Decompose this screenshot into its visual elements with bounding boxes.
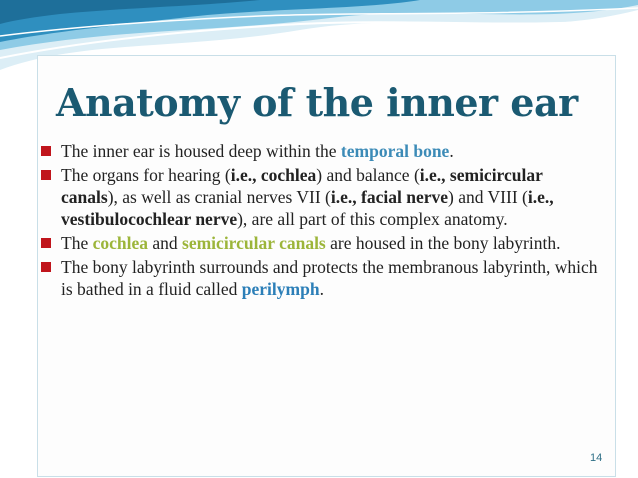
bullet-text-run: .	[319, 279, 324, 299]
bullet-text-run: The organs for hearing (	[61, 165, 231, 185]
bullet-text-run: .	[449, 141, 454, 161]
bullet-square-icon	[41, 146, 51, 156]
bullet-text-run: The inner ear is housed deep within the	[61, 141, 341, 161]
bullet-item	[40, 256, 600, 300]
bullet-item	[40, 164, 600, 230]
slide-title: Anatomy of the inner ear	[56, 80, 578, 125]
bullet-text-run: i.e., cochlea	[230, 165, 317, 185]
bullet-text-run: and	[148, 233, 183, 253]
bullet-text-run: perilymph	[241, 279, 320, 299]
bullet-square-icon	[41, 238, 51, 248]
bullet-text-run: ) and VIII (	[448, 187, 528, 207]
bullet-text-run: i.e., semicircular canals	[61, 165, 543, 207]
bullet-list	[40, 140, 600, 302]
bullet-text-run: ), as well as cranial nerves VII (	[107, 187, 331, 207]
bullet-text-run: ) and balance (	[316, 165, 420, 185]
bullet-text-run: ), are all part of this complex anatomy.	[237, 209, 508, 229]
bullet-text-run: semicircular canals	[182, 233, 326, 253]
bullet-text-run: are housed in the bony labyrinth.	[325, 233, 561, 253]
bullet-text-run: i.e., vestibulocochlear nerve	[61, 187, 554, 229]
bullet-text-run: cochlea	[92, 233, 148, 253]
bullet-text-run: temporal bone	[340, 141, 450, 161]
page-number: 14	[590, 452, 603, 464]
bullet-square-icon	[41, 170, 51, 180]
bullet-text-run: The	[61, 233, 93, 253]
bullet-item	[40, 140, 600, 162]
bullet-square-icon	[41, 262, 51, 272]
bullet-text-run: The bony labyrinth surrounds and protects the membranous labyrinth, which is bathed in a fluid called	[61, 257, 598, 299]
bullet-item	[40, 232, 600, 254]
bullet-text-run: i.e., facial nerve	[330, 187, 448, 207]
